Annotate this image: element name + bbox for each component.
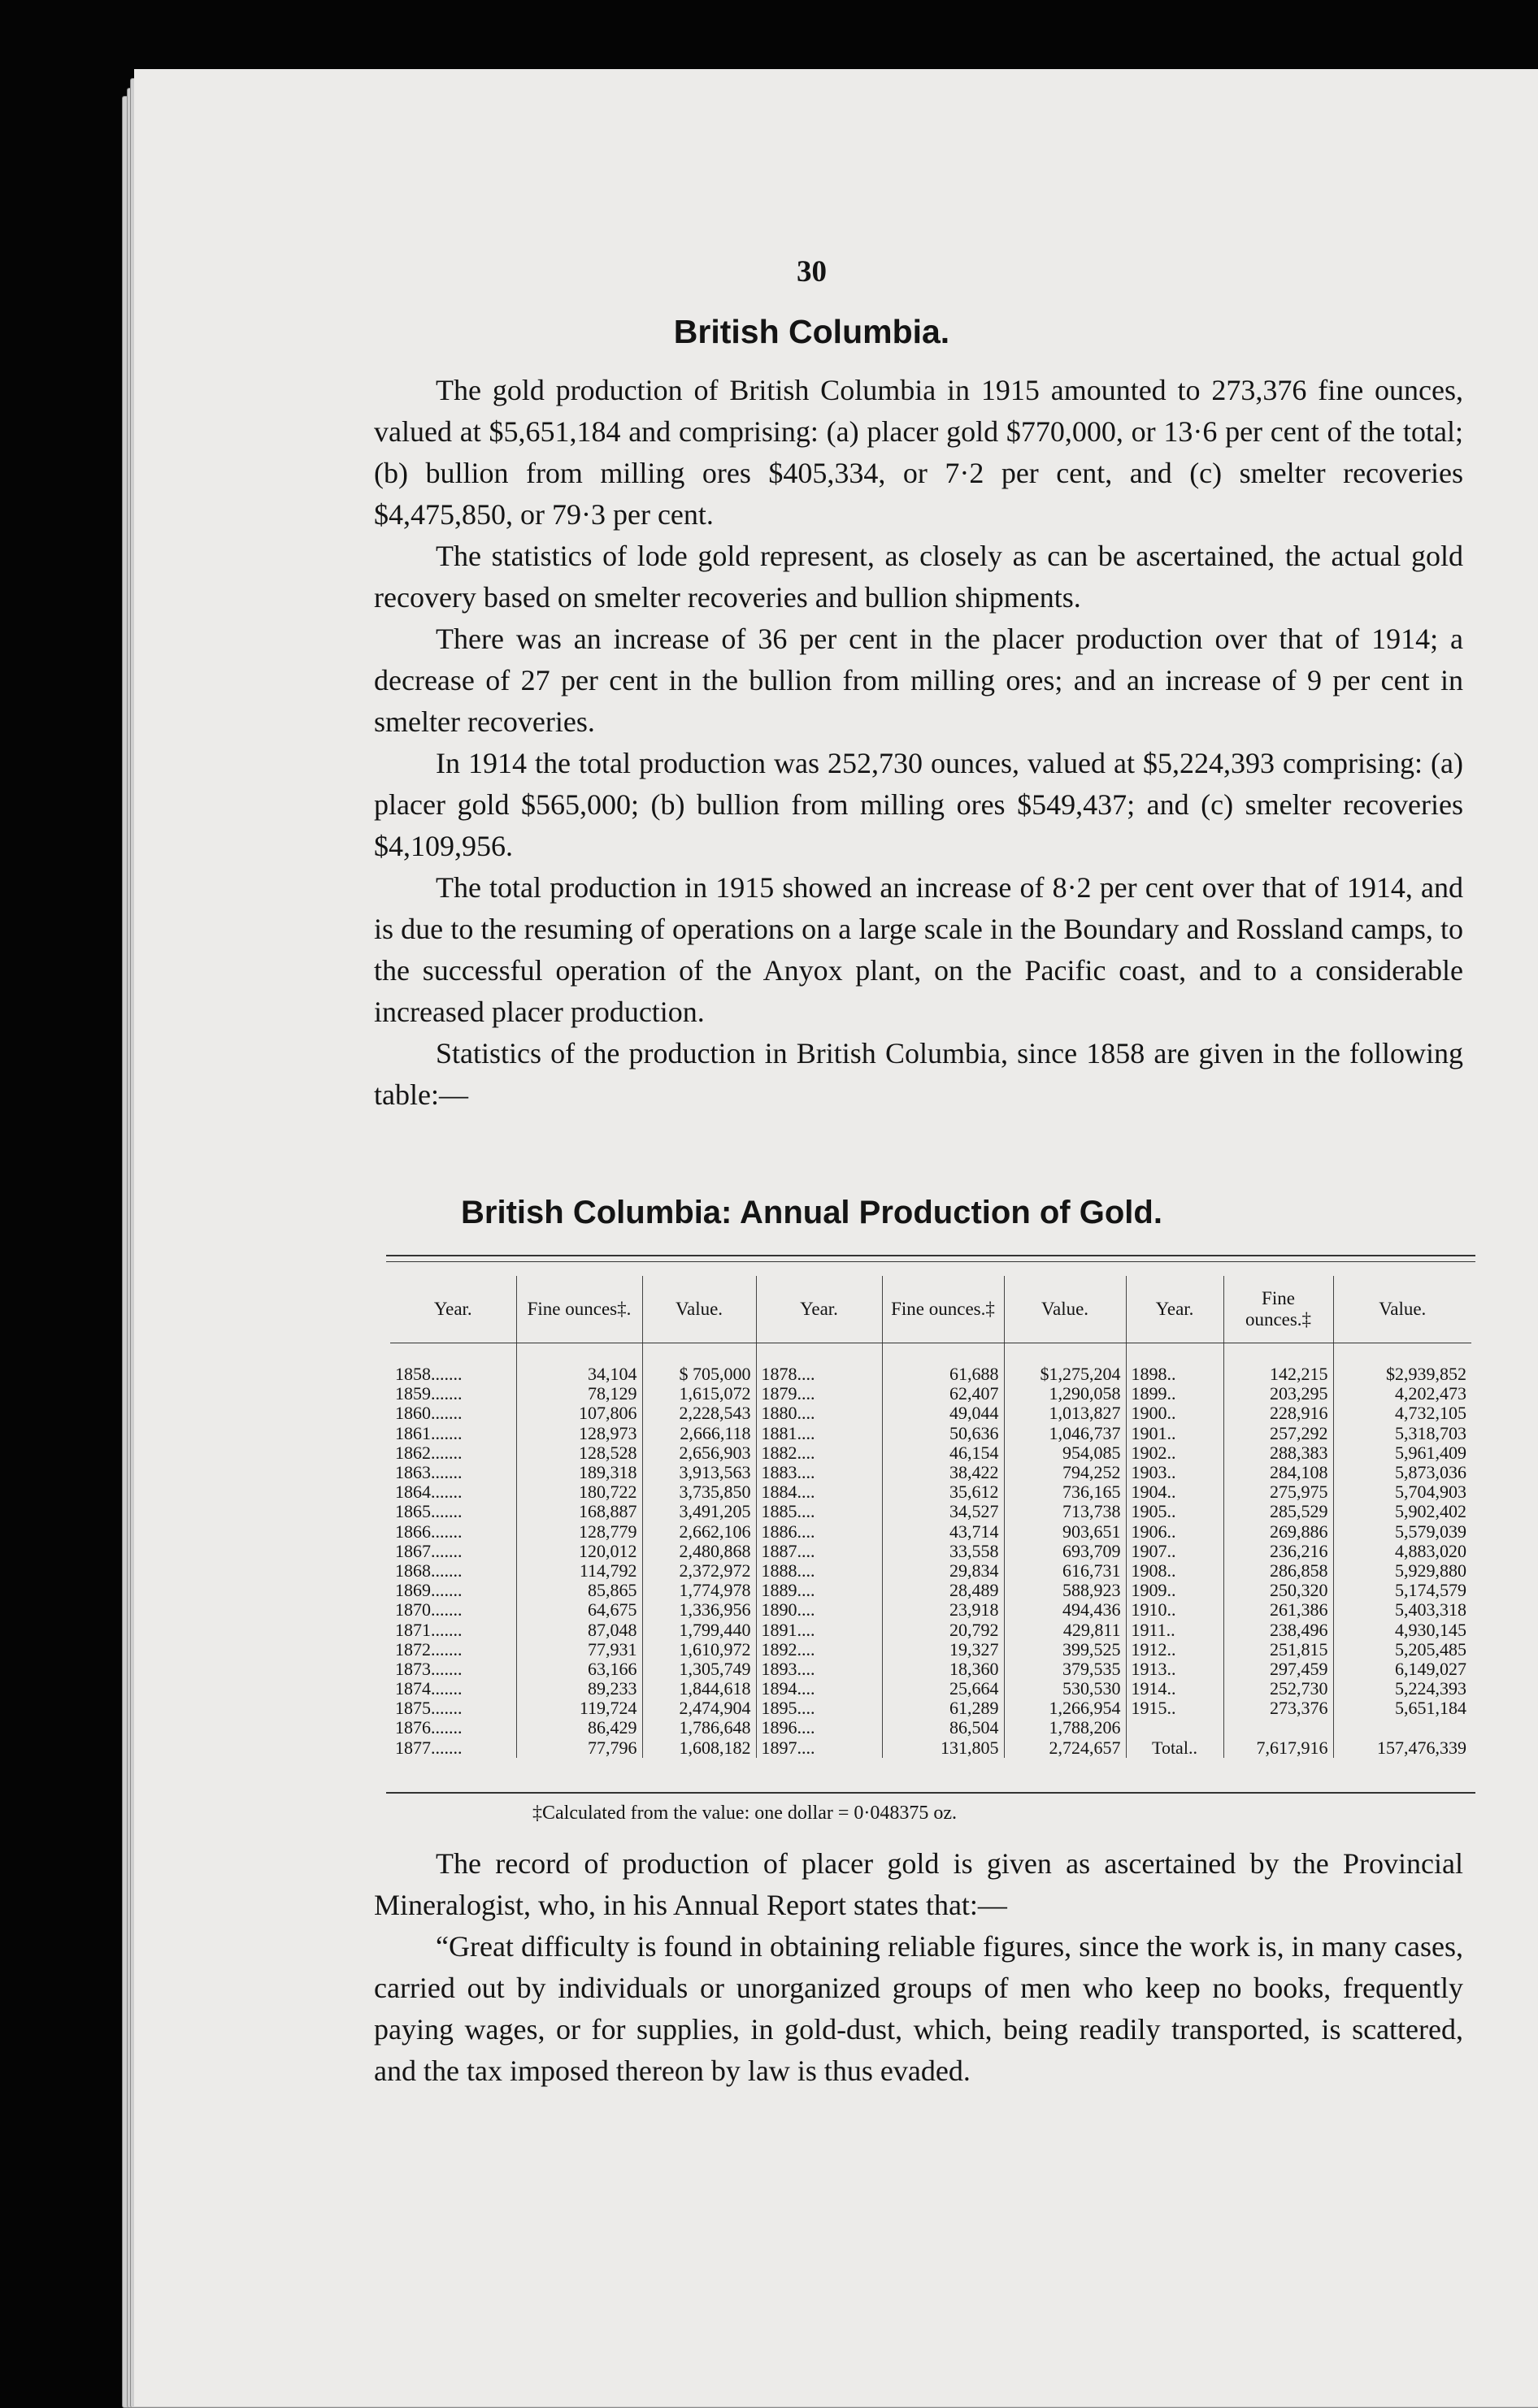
table-row: 1870....... 64,675 1,336,956 1890.... 23,918 494,436 1910.. 261,386 5,403,318 <box>390 1600 1471 1620</box>
body-text <box>374 370 1463 1116</box>
table-row: 1876....... 86,429 1,786,648 1896.... 86,504 1,788,206 <box>390 1718 1471 1738</box>
table-row: 1868....... 114,792 2,372,972 1888.... 29,834 616,731 1908.. 286,858 5,929,880 <box>390 1561 1471 1581</box>
paragraph: The total production in 1915 showed an increase of 8·2 per cent over that of 1914, and is due to the resuming of operations on a large scale in the Boundary and Rossland camps, to the successful operation of the Anyox plant, on the Pacific coast, and to a considerable increased placer production. <box>374 871 1463 1028</box>
header-year: Year. <box>390 1276 516 1343</box>
section-heading: British Columbia. <box>673 313 950 350</box>
table-row: 1875....... 119,724 2,474,904 1895.... 61,289 1,266,954 1915.. 273,376 5,651,184 <box>390 1699 1471 1718</box>
table-footnote: ‡Calculated from the value: one dollar = 0·048375 oz. <box>532 1803 958 1824</box>
table-title: British Columbia: Annual Production of Gold. <box>461 1195 1162 1230</box>
table-spacer-row <box>390 1343 1471 1365</box>
header-fine-ounces: Fine ounces‡. <box>516 1276 642 1343</box>
header-value: Value. <box>1004 1276 1126 1343</box>
table-bottom-rule <box>386 1792 1475 1794</box>
paragraph: The record of production of placer gold is given as ascertained by the Provincial Mineralogist, who, in his Annual Report states that:— <box>374 1847 1463 1921</box>
table-row: 1863....... 189,318 3,913,563 1883.... 38,422 794,252 1903.. 284,108 5,873,036 <box>390 1463 1471 1482</box>
header-value: Value. <box>642 1276 756 1343</box>
table-row: 1865....... 168,887 3,491,205 1885.... 34,527 713,738 1905.. 285,529 5,902,402 <box>390 1502 1471 1521</box>
paragraph: The gold production of British Columbia in 1915 amounted to 273,376 fine ounces, valued at $5,651,184 and comprising: (a) placer gold $770,000, or 13·6 per cent of the total; (b) bullion from milling ores $405,334, or 7·2 per cent, and (c) smelter recoveries $4,475,850, or 79·3 per cent. <box>374 374 1463 531</box>
table-row: 1872....... 77,931 1,610,972 1892.... 19,327 399,525 1912.. 251,815 5,205,485 <box>390 1640 1471 1660</box>
paragraph: Statistics of the production in British Columbia, since 1858 are given in the following table:— <box>374 1037 1463 1111</box>
table-row: 1861....... 128,973 2,666,118 1881.... 50,636 1,046,737 1901.. 257,292 5,318,703 <box>390 1424 1471 1443</box>
table-header-row <box>390 1276 1471 1343</box>
header-fine-ounces: Fine ounces.‡ <box>1223 1276 1333 1343</box>
document-page <box>134 69 1538 2406</box>
table-row: 1862....... 128,528 2,656,903 1882.... 46,154 954,085 1902.. 288,383 5,961,409 <box>390 1443 1471 1463</box>
header-year: Year. <box>1126 1276 1223 1343</box>
table-top-rule <box>386 1255 1475 1256</box>
table-row: 1867....... 120,012 2,480,868 1887.... 33,558 693,709 1907.. 236,216 4,883,020 <box>390 1542 1471 1561</box>
paragraph: The statistics of lode gold represent, as closely as can be ascertained, the actual gold recovery based on smelter recoveries and bullion shipments. <box>374 540 1463 614</box>
header-value: Value. <box>1333 1276 1471 1343</box>
table-row-total: 1877....... 77,796 1,608,182 1897.... 131,805 2,724,657 Total.. 7,617,916 157,476,339 <box>390 1738 1471 1758</box>
table-top-rule <box>386 1261 1475 1262</box>
table-row: 1860....... 107,806 2,228,543 1880.... 49,044 1,013,827 1900.. 228,916 4,732,105 <box>390 1404 1471 1423</box>
table-row: 1858....... 34,104 $ 705,000 1878.... 61,688 $1,275,204 1898.. 142,215 $2,939,852 <box>390 1365 1471 1384</box>
header-year: Year. <box>756 1276 882 1343</box>
table-row: 1869....... 85,865 1,774,978 1889.... 28,489 588,923 1909.. 250,320 5,174,579 <box>390 1581 1471 1600</box>
table-row: 1874....... 89,233 1,844,618 1894.... 25,664 530,530 1914.. 252,730 5,224,393 <box>390 1679 1471 1699</box>
paragraph: There was an increase of 36 per cent in the placer production over that of 1914; a decrease of 27 per cent in the bullion from milling ores; and an increase of 9 per cent in smelter recoveries. <box>374 623 1463 738</box>
paragraph: In 1914 the total production was 252,730 ounces, valued at $5,224,393 comprising: (a) placer gold $565,000; (b) bullion from milling ores $549,437; and (c) smelter recoveries $4,109,956. <box>374 747 1463 862</box>
table-row: 1864....... 180,722 3,735,850 1884.... 35,612 736,165 1904.. 275,975 5,704,903 <box>390 1482 1471 1502</box>
page-number: 30 <box>797 255 827 289</box>
table-row: 1866....... 128,779 2,662,106 1886.... 43,714 903,651 1906.. 269,886 5,579,039 <box>390 1522 1471 1542</box>
table-row: 1871....... 87,048 1,799,440 1891.... 20,792 429,811 1911.. 238,496 4,930,145 <box>390 1620 1471 1639</box>
production-table <box>390 1276 1471 1758</box>
paragraph: “Great difficulty is found in obtaining reliable figures, since the work is, in many cases, carried out by individuals or unorganized groups of men who keep no books, frequently paying wages, or for supplies, in gold-dust, which, being readily transported, is scattered, and the tax imposed thereon by law is thus evaded. <box>374 1930 1463 2087</box>
table-row: 1859....... 78,129 1,615,072 1879.... 62,407 1,290,058 1899.. 203,295 4,202,473 <box>390 1384 1471 1404</box>
table-row: 1873....... 63,166 1,305,749 1893.... 18,360 379,535 1913.. 297,459 6,149,027 <box>390 1660 1471 1679</box>
body-text-continued <box>374 1843 1463 2092</box>
header-fine-ounces: Fine ounces.‡ <box>882 1276 1004 1343</box>
